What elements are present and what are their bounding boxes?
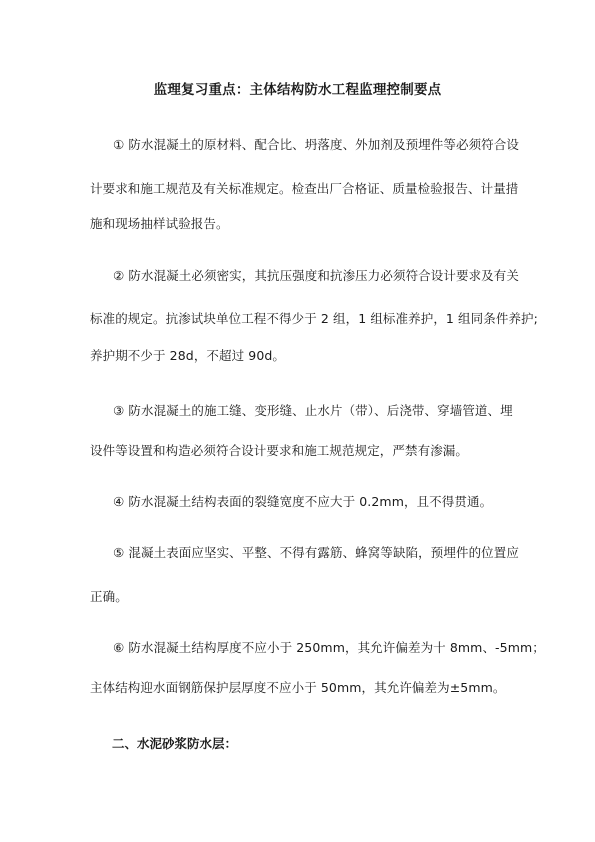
paragraph-1-line-3: 施和现场抽样试验报告。 bbox=[90, 216, 229, 231]
paragraph-2-line-1: ② 防水混凝土必须密实，其抗压强度和抗渗压力必须符合设计要求及有关 bbox=[113, 268, 519, 283]
paragraph-6-line-1: ⑥ 防水混凝土结构厚度不应小于 250mm，其允许偏差为十 8mm、-5mm； bbox=[113, 640, 545, 655]
section-heading: 二、水泥砂浆防水层： bbox=[112, 736, 238, 751]
document-title: 监理复习重点：主体结构防水工程监理控制要点 bbox=[153, 82, 442, 98]
paragraph-3-line-2: 设件等设置和构造必须符合设计要求和施工规范规定，严禁有渗漏。 bbox=[90, 443, 469, 458]
paragraph-1-line-1: ① 防水混凝土的原材料、配合比、坍落度、外加剂及预埋件等必须符合设 bbox=[113, 137, 519, 152]
paragraph-6-line-2: 主体结构迎水面钢筋保护层厚度不应小于 50mm，其允许偏差为±5mm。 bbox=[90, 680, 506, 695]
paragraph-5-line-1: ⑤ 混凝土表面应坚实、平整、不得有露筋、蜂窝等缺陷，预埋件的位置应 bbox=[113, 545, 519, 560]
paragraph-3-line-1: ③ 防水混凝土的施工缝、变形缝、止水片（带）、后浇带、穿墙管道、埋 bbox=[113, 403, 513, 418]
paragraph-2-line-3: 养护期不少于 28d，不超过 90d。 bbox=[90, 348, 286, 363]
paragraph-2-line-2: 标准的规定。抗渗试块单位工程不得少于 2 组，1 组标准养护，1 组同条件养护; bbox=[90, 311, 538, 326]
paragraph-1-line-2: 计要求和施工规范及有关标准规定。检查出厂合格证、质量检验报告、计量措 bbox=[90, 181, 519, 196]
paragraph-5-line-2: 正确。 bbox=[90, 589, 128, 604]
paragraph-4-line-1: ④ 防水混凝土结构表面的裂缝宽度不应大于 0.2mm，且不得贯通。 bbox=[113, 494, 493, 509]
